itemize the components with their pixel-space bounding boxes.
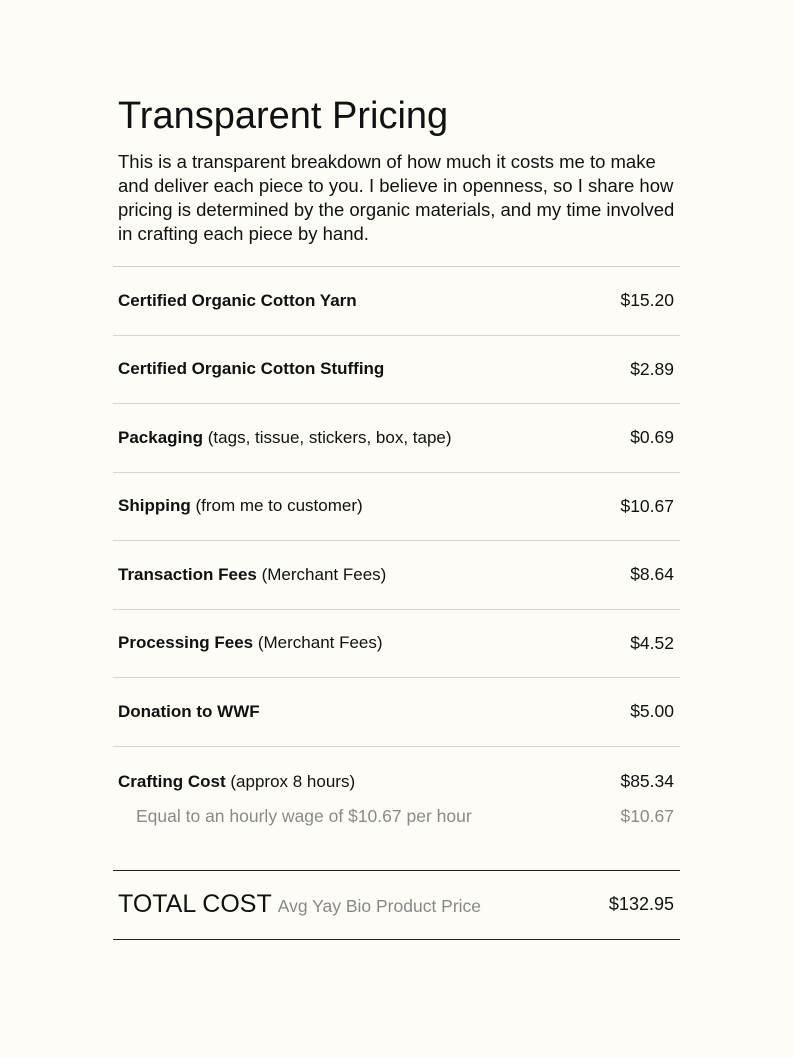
cost-label: Processing Fees (Merchant Fees)	[118, 633, 383, 653]
cost-row-stuffing	[113, 336, 680, 405]
total-label: TOTAL COST Avg Yay Bio Product Price	[118, 890, 482, 918]
page-title: Transparent Pricing	[118, 95, 449, 137]
cost-label: Transaction Fees (Merchant Fees)	[118, 564, 387, 584]
total-amount: $132.95	[608, 894, 674, 914]
cost-amount: $2.89	[630, 358, 674, 379]
cost-row-donation	[113, 678, 680, 747]
intro-paragraph: This is a transparent breakdown of how much it costs me to make and deliver each piece to you. I believe in openness, so I share how pricing is determined by the organic materials, and my time involved in crafting each piece by hand.	[118, 151, 675, 244]
cost-label: Certified Organic Cotton Yarn	[118, 290, 357, 310]
cost-row-processing-fees	[113, 610, 680, 679]
cost-row-packaging	[113, 404, 680, 473]
cost-amount: $5.00	[630, 701, 674, 722]
cost-row-transaction-fees	[113, 541, 680, 610]
cost-amount: $8.64	[630, 564, 674, 585]
cost-amount: $10.67	[620, 495, 674, 516]
hourly-wage-amount: $10.67	[620, 806, 674, 826]
cost-label: Packaging (tags, tissue, stickers, box, tape)	[118, 427, 452, 447]
cost-row-crafting	[113, 747, 680, 830]
cost-label: Donation to WWF	[118, 701, 260, 721]
cost-amount: $15.20	[620, 290, 674, 311]
hourly-wage-line	[113, 804, 680, 830]
cost-amount: $85.34	[620, 771, 674, 791]
hourly-wage-label: Equal to an hourly wage of $10.67 per hour	[136, 806, 472, 826]
pricing-page	[113, 92, 680, 940]
cost-amount: $4.52	[630, 632, 674, 653]
cost-amount: $0.69	[630, 427, 674, 448]
cost-label: Crafting Cost (approx 8 hours)	[118, 771, 356, 791]
cost-row-yarn	[113, 267, 680, 336]
cost-row-shipping	[113, 473, 680, 542]
cost-label: Certified Organic Cotton Stuffing	[118, 359, 385, 379]
cost-breakdown-list	[113, 266, 680, 830]
cost-label: Shipping (from me to customer)	[118, 496, 363, 516]
total-cost-row	[113, 870, 680, 940]
